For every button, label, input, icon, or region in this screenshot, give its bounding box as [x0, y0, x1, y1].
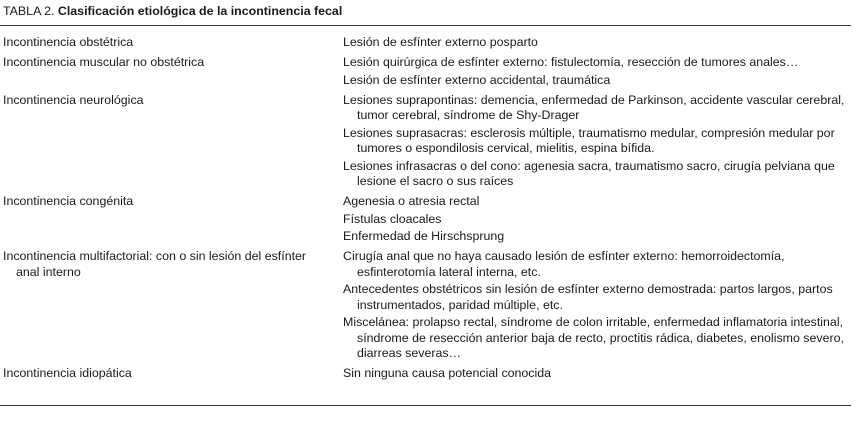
cause-item: Fístulas cloacales: [343, 211, 442, 226]
cause-item: Lesión de esfínter externo posparto: [343, 35, 538, 49]
cause-item: Agenesia o atresia rectal: [343, 194, 480, 208]
category-text: Incontinencia obstétrica: [3, 35, 134, 49]
category-cell: [0, 35, 336, 53]
causes-cell: [336, 194, 851, 247]
cause-item: Miscelánea: prolapso rectal, síndrome de colon irritable, enfermedad inflamatoria intestinal, síndrome de resección anterior baja de recto, proctitis rádica, diabetes, enolismo severo, diarreas severas…: [343, 315, 844, 360]
table-row: [0, 366, 851, 384]
category-cell: [0, 194, 336, 247]
table-caption: [3, 4, 342, 19]
category-text: Incontinencia neurológica: [3, 92, 144, 107]
causes-cell: [336, 35, 851, 53]
top-rule: [0, 25, 851, 26]
category-text: Incontinencia idiopática: [3, 366, 132, 380]
causes-cell: [336, 93, 851, 192]
cause-item: Antecedentes obstétricos sin lesión de esfínter externo demostrada: partos largos, partos instrumentados, paridad múltiple, etc.: [343, 282, 833, 312]
table-row: [0, 35, 851, 53]
cause-item: Cirugía anal que no haya causado lesión de esfínter externo: hemorroidectomía, esfinterotomía lateral interna, etc.: [343, 249, 785, 279]
cause-item: Lesión quirúrgica de esfínter externo: fistulectomía, resección de tumores anales…: [343, 55, 799, 69]
classification-table: [0, 35, 851, 386]
category-text: Incontinencia multifactorial: con o sin lesión del esfínter anal interno: [3, 249, 307, 279]
table-row: [0, 249, 851, 364]
bottom-rule: [0, 405, 851, 406]
cause-item: Lesiones suprapontinas: demencia, enfermedad de Parkinson, accidente vascular cerebral, tumor cerebral, síndrome de Shy-Drager: [343, 92, 845, 122]
table-label: TABLA 2.: [3, 4, 55, 18]
category-cell: [0, 55, 336, 90]
cause-item: Sin ninguna causa potencial conocida: [343, 366, 552, 380]
table-row: [0, 55, 851, 90]
causes-cell: [336, 55, 851, 90]
category-text: Incontinencia muscular no obstétrica: [3, 55, 205, 69]
causes-cell: [336, 249, 851, 364]
table-row: [0, 93, 851, 192]
causes-cell: [336, 366, 851, 384]
category-cell: [0, 366, 336, 384]
cause-item: Lesión de esfínter externo accidental, traumática: [343, 72, 611, 87]
cause-item: Lesiones suprasacras: esclerosis múltiple, traumatismo medular, compresión medular por tumores o espondilosis cervical, mielitis, espina bífida.: [343, 125, 835, 155]
category-text: Incontinencia congénita: [3, 194, 134, 208]
table-row: [0, 194, 851, 247]
cause-item: Enfermedad de Hirschsprung: [343, 229, 505, 243]
category-cell: [0, 249, 336, 364]
category-cell: [0, 93, 336, 192]
table-title: Clasificación etiológica de la incontinencia fecal: [57, 4, 343, 18]
cause-item: Lesiones infrasacras o del cono: agenesia sacra, traumatismo sacro, cirugía pelviana que lesione el sacro o sus raíces: [343, 158, 835, 188]
